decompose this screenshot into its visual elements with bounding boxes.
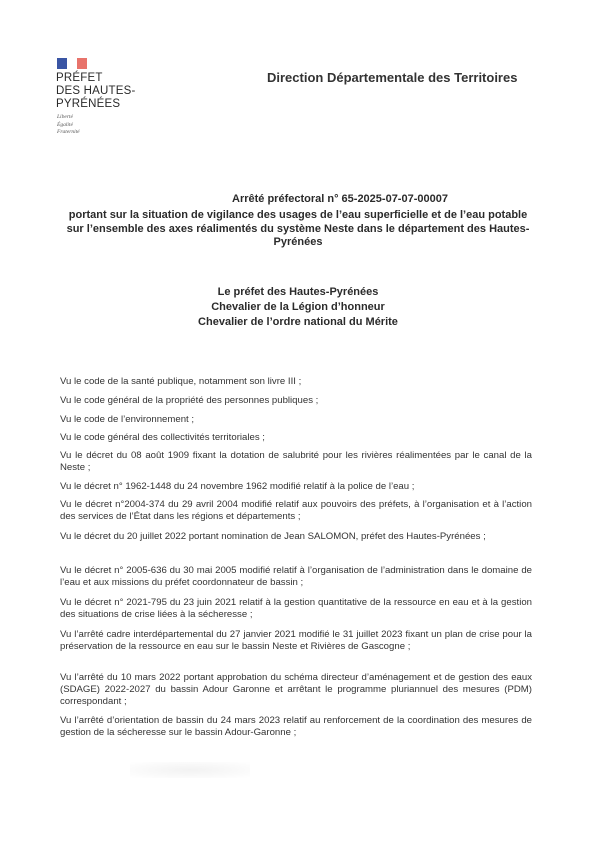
visa-paragraph: Vu l’arrêté d’orientation de bassin du 24 mars 2023 relatif au renforcement de la coordination des mesures de gestion de la sécheresse sur le bassin Adour-Garonne ;	[60, 715, 532, 739]
arrete-subject: portant sur la situation de vigilance des usages de l’eau superficielle et de l’eau potable sur l’ensemble des axes réalimentés du système Neste dans le département des Hautes-Pyrénées	[66, 209, 530, 248]
direction-header: Direction Départementale des Territoires	[267, 70, 518, 85]
republic-motto: Liberté Égalité Fraternité	[57, 114, 80, 135]
visa-paragraph: Vu le décret n° 1962-1448 du 24 novembre 1962 modifié relatif à la police de l’eau ;	[60, 481, 415, 492]
visa-paragraph: Vu le code général des collectivités territoriales ;	[60, 432, 265, 443]
scan-smudge	[130, 762, 250, 778]
french-flag-logo	[57, 58, 87, 69]
prefect-honour-1: Chevalier de la Légion d’honneur	[211, 301, 385, 313]
visa-paragraph: Vu le décret n° 2021-795 du 23 juin 2021 relatif à la gestion quantitative de la ressource en eau et à la gestion des situations de crise liées à la sécheresse ;	[60, 597, 532, 621]
visa-paragraph: Vu le code de l’environnement ;	[60, 414, 195, 425]
arrete-number: Arrêté préfectoral n° 65-2025-07-07-00007	[232, 193, 448, 205]
visa-paragraph: Vu le code de la santé publique, notamment son livre III ;	[60, 376, 302, 387]
visa-paragraph: Vu le décret du 20 juillet 2022 portant nomination de Jean SALOMON, préfet des Hautes-Pyrénées ;	[60, 531, 486, 542]
prefect-name: Le préfet des Hautes-Pyrénées	[217, 286, 379, 298]
prefect-honour-2: Chevalier de l’ordre national du Mérite	[198, 316, 398, 328]
visa-paragraph: Vu l’arrêté du 10 mars 2022 portant approbation du schéma directeur d’aménagement et de gestion des eaux (SDAGE) 2022-2027 du bassin Adour Garonne et arrêtant le programme pluriannuel des mesures (PDM) correspondant ;	[60, 672, 532, 708]
prefect-titles	[60, 285, 536, 330]
visa-paragraph: Vu le décret n°2004-374 du 29 avril 2004 modifié relatif aux pouvoirs des préfets, à l’organisation et à l’action des services de l’État dans les régions et départements ;	[60, 499, 532, 523]
visa-paragraph: Vu le décret n° 2005-636 du 30 mai 2005 modifié relatif à l’organisation de l’administration dans le domaine de l’eau et aux missions du préfet coordonnateur de bassin ;	[60, 565, 532, 589]
visa-paragraph: Vu l’arrêté cadre interdépartemental du 27 janvier 2021 modifié le 31 juillet 2023 fixant un plan de crise pour la préservation de la ressource en eau sur le bassin Neste et Rivières de Gascogne ;	[60, 629, 532, 653]
prefecture-logo-text: PRÉFET DES HAUTES- PYRÉNÉES	[56, 72, 136, 110]
visa-paragraph: Vu le code général de la propriété des personnes publiques ;	[60, 395, 319, 406]
visa-paragraph: Vu le décret du 08 août 1909 fixant la dotation de salubrité pour les rivières réalimentées par le canal de la Neste ;	[60, 450, 532, 474]
